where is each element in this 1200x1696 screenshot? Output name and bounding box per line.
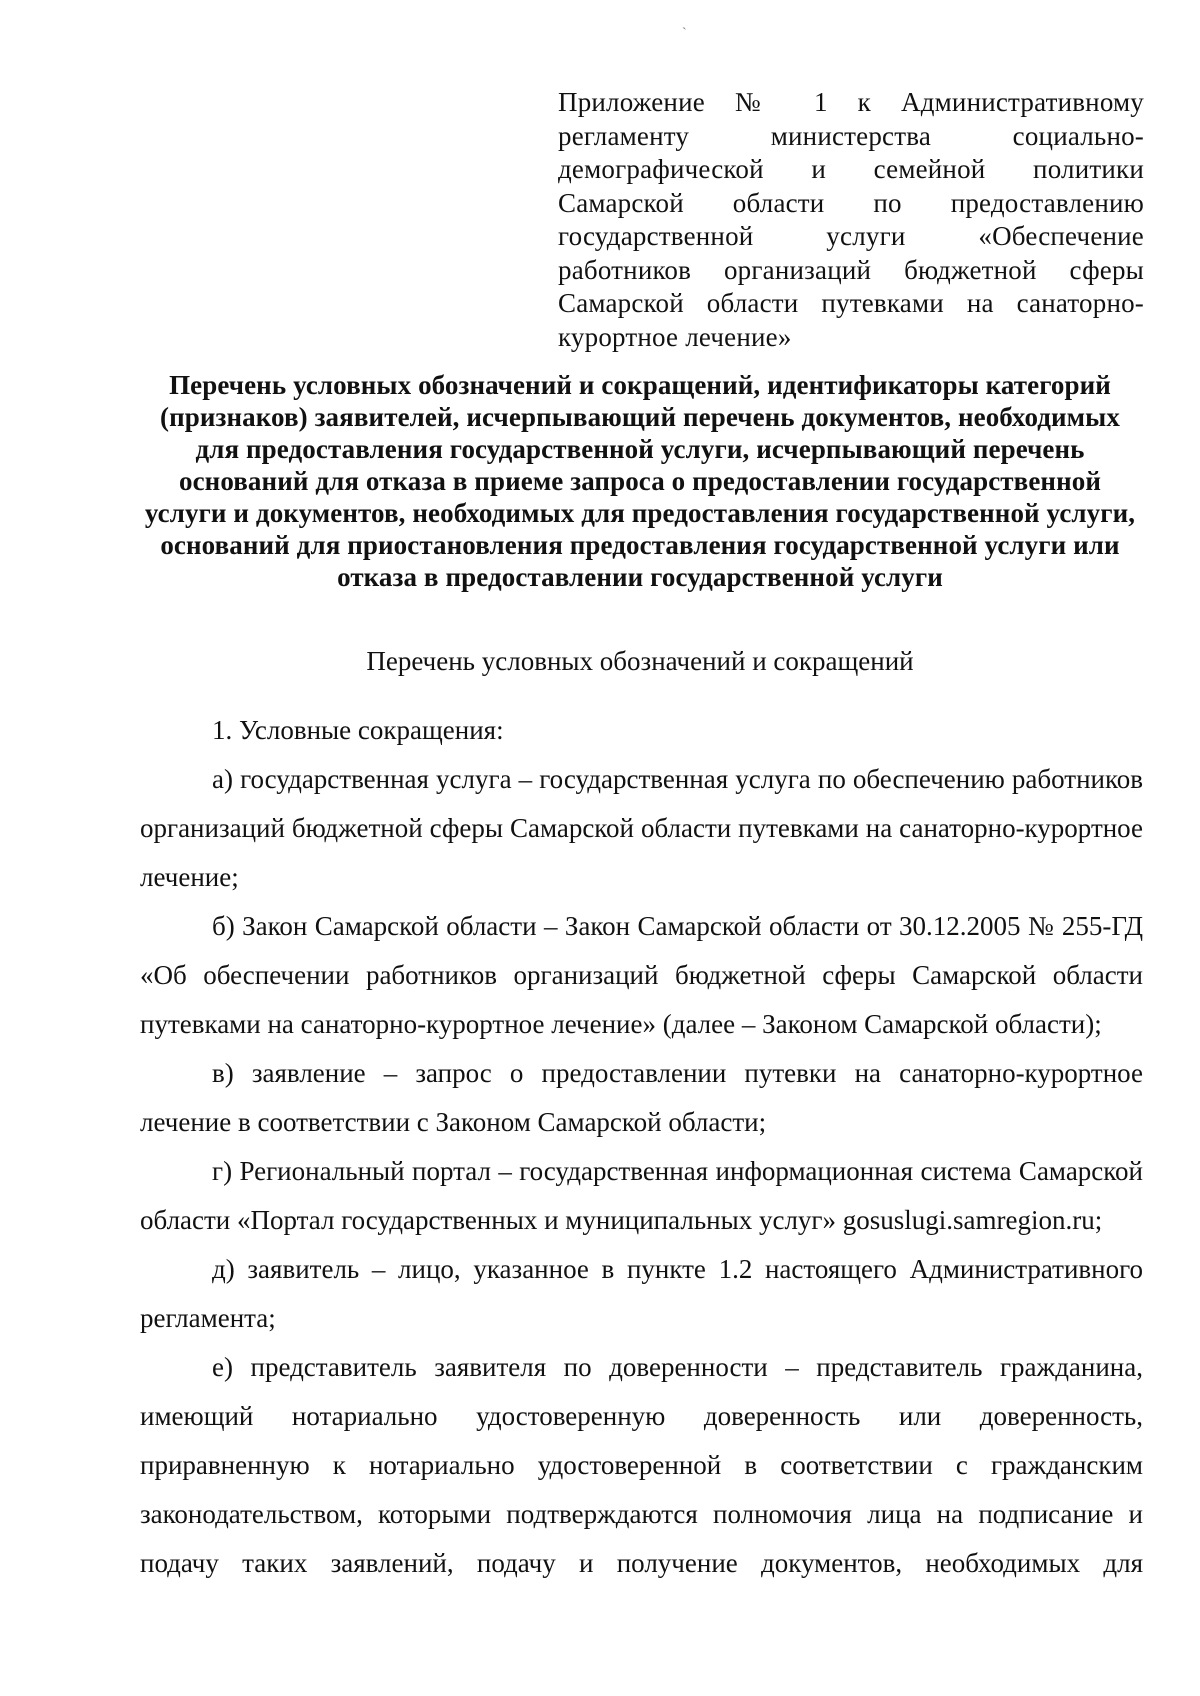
list-item-g: г) Региональный портал – государственная информационная система Самарской области «Портал государственных и муниципальных услуг» gosuslugi.samregion.ru; [140,1156,1143,1235]
document-body [140,706,1143,1588]
document-title: Перечень условных обозначений и сокращений, идентификаторы категорий (признаков) заявителей, исчерпывающий перечень документов, необходимых для предоставления государственной услуги, исчерпывающий перечень оснований для отказа в приеме запроса о предоставлении государственной услуги и документов, необходимых для предоставления государственной услуги, оснований для приостановления предоставления государственной услуги или отказа в предоставлении государственной услуги [144,370,1136,592]
appendix-header: Приложение № 1 к Административному регламенту министерства социально-демографической и семейной политики Самарской области по предоставлению государственной услуги «Обеспечение работников организаций бюджетной сферы Самарской области путевками на санаторно-курортное лечение» [558,87,1144,352]
section-heading: 1. Условные сокращения: [212,715,504,745]
list-item-b: б) Закон Самарской области – Закон Самарской области от 30.12.2005 № 255-ГД «Об обеспечении работников организаций бюджетной сферы Самарской области путевками на санаторно-курортное лечение» (далее – Законом Самарской области); [140,911,1143,1039]
list-item-a: а) государственная услуга – государственная услуга по обеспечению работников организаций бюджетной сферы Самарской области путевками на санаторно-курортное лечение; [140,764,1143,892]
scan-mark: ˋ [682,26,687,41]
list-item-d: д) заявитель – лицо, указанное в пункте 1.2 настоящего Административного регламента; [140,1254,1143,1333]
section-subtitle: Перечень условных обозначений и сокращений [366,646,914,676]
list-item-e: е) представитель заявителя по доверенности – представитель гражданина, имеющий нотариально удостоверенную доверенность или доверенность, приравненную к нотариально удостоверенной в соответствии с гражданским законодательством, которыми подтверждаются полномочия лица на подписание и подачу таких заявлений, подачу и получение документов, необходимых для [140,1352,1143,1578]
list-item-v: в) заявление – запрос о предоставлении путевки на санаторно-курортное лечение в соответствии с Законом Самарской области; [140,1058,1143,1137]
